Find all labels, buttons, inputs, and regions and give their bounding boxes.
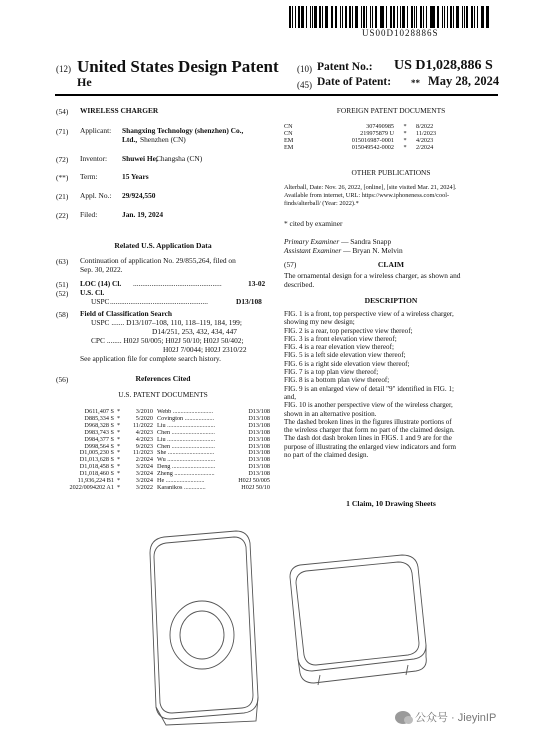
- uspc-dots: .....................................................: [110, 298, 208, 306]
- reference-cell: D13/108: [248, 443, 270, 450]
- field-search-label: Field of Classification Search: [80, 309, 173, 318]
- barcode-bar: [464, 6, 465, 28]
- barcode-bar: [322, 6, 323, 28]
- barcode-bar: [340, 6, 341, 28]
- patent-number: US D1,028,886 S: [394, 58, 493, 73]
- reference-cell: Deng ............................: [157, 464, 216, 471]
- reference-cell: D13/108: [248, 464, 270, 471]
- reference-cell: D13/108: [248, 409, 270, 415]
- inventor-location: Changsha (CN): [156, 154, 203, 163]
- barcode-bar: [442, 6, 443, 28]
- barcode-bar: [402, 6, 405, 28]
- uspc-value: D13/108: [236, 297, 262, 306]
- continuation-line1: Continuation of application No. 29/855,264, filed on: [80, 256, 236, 265]
- other-publications-heading: OTHER PUBLICATIONS: [351, 168, 431, 177]
- reference-cell: Webb ..........................: [157, 409, 214, 415]
- reference-row: [56, 430, 270, 437]
- inid-code-63: (63): [56, 257, 69, 266]
- patent-no-label: Patent No.:: [317, 61, 373, 73]
- reference-cell: H02J 50/10: [241, 484, 270, 491]
- reference-cell: D968,328 S: [84, 422, 114, 429]
- barcode-bar: [426, 6, 427, 28]
- reference-cell: *: [116, 415, 121, 422]
- filed-date: Jan. 19, 2024: [122, 210, 164, 219]
- reference-cell: 2/2024: [135, 457, 153, 464]
- reference-cell: 3/2010: [135, 409, 153, 415]
- reference-cell: Liu ...............................: [157, 422, 216, 429]
- foreign-doc-cell: 8/2022: [416, 123, 434, 130]
- reference-row: [56, 423, 270, 430]
- claim-line1: The ornamental design for a wireless charger, as shown and: [284, 271, 461, 280]
- primary-examiner-name: — Sandra Snapp: [339, 237, 392, 246]
- reference-cell: *: [116, 443, 121, 450]
- description-text: [284, 310, 456, 459]
- appl-no: 29/924,550: [122, 191, 156, 200]
- barcode-bar: [301, 6, 304, 28]
- description-line: The dash dot dash broken lines in FIGS. 1 and 9 are for the: [284, 434, 452, 443]
- reference-cell: 3/2024: [135, 464, 153, 471]
- reference-cell: 3/2024: [135, 471, 153, 478]
- barcode-bar: [407, 6, 408, 28]
- barcode-bar: [400, 6, 401, 28]
- foreign-doc-cell: *: [403, 143, 407, 151]
- barcode-bar: [372, 6, 373, 28]
- wechat-icon: [395, 711, 411, 724]
- barcode-bar: [319, 6, 321, 28]
- field-uspc-line2: D14/251, 253, 432, 434, 447: [152, 327, 237, 336]
- applicant-location: Shenzhen (CN): [140, 135, 186, 144]
- reference-cell: 2022/0094202 A1: [69, 484, 114, 491]
- barcode-bar: [298, 6, 300, 28]
- us-cl-label: U.S. Cl.: [80, 288, 105, 297]
- reference-cell: 3/2022: [135, 484, 153, 491]
- inid-code-10: (10): [297, 64, 312, 74]
- barcode-bar: [349, 6, 351, 28]
- barcode-bar: [363, 6, 365, 28]
- term-label: Term:: [80, 172, 98, 181]
- assistant-examiner: [284, 247, 403, 256]
- barcode-bar: [386, 6, 387, 28]
- barcode-bar: [411, 6, 413, 28]
- foreign-doc-cell: 015016987-0001: [351, 136, 394, 144]
- reference-row: [56, 437, 270, 444]
- field-cpc-line1: CPC ........ H02J 50/005; H02J 50/10; H02J 50/402;: [91, 336, 244, 345]
- charger-pad-side: [298, 645, 426, 683]
- barcode-bar: [471, 6, 473, 28]
- barcode-bar: [332, 6, 333, 28]
- date-of-patent-label: Date of Patent:: [317, 76, 392, 88]
- inid-code-term: (**): [56, 173, 69, 182]
- reference-row: [56, 444, 270, 451]
- loc-dots: ................................................: [133, 280, 222, 288]
- loc-label: LOC (14) Cl.: [80, 279, 122, 288]
- reference-cell: 11/2022: [132, 422, 153, 429]
- barcode-number: US00D1028886S: [362, 28, 439, 38]
- loc-value: 13-02: [248, 279, 266, 288]
- assistant-examiner-name: — Bryan N. Melvin: [341, 246, 403, 255]
- description-line: FIG. 2 is a rear, top perspective view thereof;: [284, 326, 413, 335]
- reference-cell: She ..............................: [157, 450, 215, 457]
- barcode-bar: [295, 6, 296, 28]
- description-line: FIG. 6 is a right side elevation view thereof;: [284, 359, 410, 368]
- charger-pad-inner: [296, 562, 419, 665]
- references-heading: References Cited: [135, 374, 191, 383]
- reference-cell: H02J 50/005: [238, 478, 270, 485]
- reference-cell: D611,407 S: [84, 409, 114, 415]
- reference-cell: Wu ...............................: [157, 457, 216, 464]
- primary-examiner-label: Primary Examiner: [284, 237, 340, 246]
- barcode-bar: [481, 6, 483, 28]
- other-pub-line1: Alterball, Date: Nov. 26, 2022, [online], [site visited Mar. 21, 2024].: [284, 184, 457, 191]
- reference-cell: D1,018,458 S: [79, 464, 114, 471]
- barcode-bar: [483, 6, 484, 28]
- other-pub-line3: finds/alterball/ (Year: 2022).*: [284, 199, 359, 207]
- barcode: [289, 6, 492, 28]
- barcode-bar: [474, 6, 475, 28]
- barcode-bar: [416, 6, 417, 28]
- inventor-surname: He: [77, 75, 92, 89]
- barcode-bar: [312, 6, 313, 28]
- reference-cell: D1,018,460 S: [79, 471, 114, 478]
- charger-panel-outline: [150, 531, 258, 719]
- barcode-bar: [331, 6, 332, 28]
- applicant-name-cont: Ltd.,: [122, 135, 138, 144]
- barcode-bar: [466, 6, 468, 28]
- reference-cell: Liu ...............................: [157, 436, 216, 443]
- reference-cell: 11/2023: [132, 450, 153, 457]
- reference-cell: *: [116, 409, 121, 415]
- barcode-bar: [397, 6, 398, 28]
- foreign-doc-cell: CN: [284, 129, 293, 137]
- barcode-bar: [375, 6, 377, 28]
- barcode-bar: [352, 6, 353, 28]
- description-line: FIG. 8 is a bottom plan view thereof;: [284, 376, 390, 385]
- description-line: FIG. 3 is a front elevation view thereof;: [284, 334, 397, 343]
- reference-cell: D984,377 S: [84, 436, 114, 443]
- barcode-bar: [437, 6, 439, 28]
- reference-cell: Chen ............................: [157, 429, 215, 436]
- reference-cell: D998,564 S: [84, 443, 114, 450]
- other-publication: [284, 184, 456, 207]
- charger-pad-feet: [318, 665, 408, 685]
- wechat-watermark: [395, 709, 496, 725]
- reference-cell: 5/2020: [135, 415, 153, 422]
- charging-pad-center: [180, 611, 224, 659]
- applicant-label: Applicant:: [80, 126, 112, 135]
- reference-cell: *: [116, 478, 121, 485]
- barcode-bar: [310, 6, 311, 28]
- description-line: FIG. 1 is a front, top perspective view of a wireless charger,: [284, 310, 454, 318]
- reference-cell: *: [116, 422, 121, 429]
- continuation-line2: Sep. 30, 2022.: [80, 265, 123, 274]
- foreign-doc-cell: 015049542-0002: [351, 143, 394, 151]
- barcode-bar: [355, 6, 358, 28]
- reference-cell: D13/108: [248, 436, 270, 443]
- inid-code-12: (12): [56, 64, 71, 74]
- foreign-doc-cell: EM: [284, 136, 294, 144]
- reference-cell: *: [116, 464, 121, 471]
- wireless-charger-drawing: [140, 525, 450, 730]
- foreign-docs-heading: FOREIGN PATENT DOCUMENTS: [336, 106, 446, 115]
- barcode-bar: [430, 6, 432, 28]
- term-value: 15 Years: [122, 172, 149, 181]
- barcode-bar: [450, 6, 452, 28]
- description-line: The dashed broken lines in the figures illustrate portions of: [284, 417, 452, 426]
- description-line: FIG. 10 is another perspective view of the wireless charger,: [284, 401, 453, 410]
- barcode-bar: [456, 6, 459, 28]
- reference-row: [56, 471, 270, 478]
- barcode-bar: [447, 6, 448, 28]
- reference-row: [56, 450, 270, 457]
- foreign-docs-table: [284, 124, 498, 152]
- references-table: [56, 409, 270, 492]
- barcode-bar: [432, 6, 435, 28]
- reference-cell: 9/2023: [135, 443, 153, 450]
- barcode-bar: [393, 6, 395, 28]
- description-line: shown in an alternative position.: [284, 409, 377, 418]
- reference-row: [56, 478, 270, 485]
- inid-code-22: (22): [56, 211, 69, 220]
- reference-cell: Karanikos ..............: [157, 484, 206, 491]
- reference-cell: Chen ............................: [157, 443, 215, 450]
- barcode-bar: [342, 6, 343, 28]
- barcode-bar: [477, 6, 478, 28]
- description-line: and,: [284, 392, 297, 401]
- foreign-doc-cell: *: [403, 123, 407, 130]
- reference-cell: Covington ...................: [157, 415, 215, 422]
- inid-code-57: (57): [284, 260, 297, 269]
- reference-cell: *: [116, 436, 121, 443]
- foreign-doc-cell: 4/2023: [416, 136, 434, 144]
- reference-cell: *: [116, 429, 121, 436]
- foreign-doc-cell: 2/2024: [416, 143, 434, 151]
- reference-cell: D1,005,230 S: [79, 450, 114, 457]
- foreign-doc-cell: 219975879 U: [360, 129, 394, 137]
- reference-cell: 4/2023: [135, 429, 153, 436]
- reference-cell: D983,743 S: [84, 429, 114, 436]
- field-uspc-line1: USPC ....... D13/107–108, 110, 118–119, 184, 199;: [91, 318, 242, 327]
- inid-code-45: (45): [297, 80, 312, 90]
- design-title: WIRELESS CHARGER: [80, 106, 159, 115]
- appl-no-label: Appl. No.:: [80, 191, 112, 200]
- assistant-examiner-label: Assistant Examiner: [284, 246, 342, 255]
- inventor-label: Inventor:: [80, 154, 108, 163]
- description-line: no part of the claimed design.: [284, 451, 369, 460]
- inid-code-54: (54): [56, 107, 69, 116]
- foreign-doc-cell: 307490985: [366, 123, 394, 130]
- description-line: showing my new design;: [284, 318, 355, 327]
- barcode-bar: [380, 6, 383, 28]
- barcode-bar: [390, 6, 392, 28]
- other-pub-line2: Available from internet, URL: https://www.iphoneness.com/cool-: [284, 191, 450, 199]
- description-line: purpose of illustrating the enlarged view indicators and form: [284, 442, 457, 451]
- reference-row: [56, 485, 270, 492]
- foreign-doc-cell: CN: [284, 123, 293, 130]
- reference-cell: D13/108: [248, 457, 270, 464]
- barcode-bar: [423, 6, 424, 28]
- reference-cell: 11,936,224 B1: [77, 478, 114, 485]
- description-line: FIG. 4 is a rear elevation view thereof;: [284, 343, 394, 352]
- barcode-bar: [314, 6, 316, 28]
- barcode-bar: [335, 6, 337, 28]
- barcode-bar: [366, 6, 367, 28]
- reference-row: [56, 464, 270, 471]
- barcode-bar: [289, 6, 291, 28]
- reference-cell: *: [116, 484, 121, 491]
- foreign-doc-cell: *: [403, 136, 407, 144]
- claim-heading: CLAIM: [377, 260, 405, 269]
- barcode-bar: [370, 6, 371, 28]
- foreign-doc-cell: EM: [284, 143, 294, 151]
- barcode-bar: [361, 6, 362, 28]
- reference-row: [56, 457, 270, 464]
- charger-base: [156, 697, 258, 725]
- reference-cell: 4/2023: [135, 436, 153, 443]
- reference-cell: D13/108: [248, 422, 270, 429]
- barcode-bar: [444, 6, 445, 28]
- inid-code-21: (21): [56, 192, 69, 201]
- reference-cell: *: [116, 471, 121, 478]
- reference-cell: D1,013,628 S: [79, 457, 114, 464]
- barcode-bar: [486, 6, 489, 28]
- description-line: FIG. 7 is a top plan view thereof;: [284, 368, 379, 377]
- barcode-bar: [306, 6, 307, 28]
- uspc-label: USPC: [91, 297, 110, 306]
- us-patent-docs-heading: U.S. PATENT DOCUMENTS: [118, 390, 208, 399]
- search-history-note: See application file for complete search history.: [80, 354, 221, 363]
- description-line: FIG. 5 is a left side elevation view thereof;: [284, 351, 406, 360]
- barcode-bar: [325, 6, 328, 28]
- reference-cell: *: [116, 450, 121, 457]
- applicant-name: Shangxing Technology (shenzhen) Co.,: [122, 126, 244, 135]
- reference-cell: D885,334 S: [84, 415, 114, 422]
- charger-panel-inner: [154, 537, 253, 713]
- claim-line2: described.: [284, 280, 315, 289]
- barcode-bar: [383, 6, 384, 28]
- watermark-text: 公众号 · JieyinIP: [415, 712, 497, 724]
- reference-cell: D13/108: [248, 471, 270, 478]
- barcode-bar: [414, 6, 415, 28]
- barcode-bar: [453, 6, 454, 28]
- barcode-bar: [462, 6, 463, 28]
- reference-cell: 3/2024: [135, 478, 153, 485]
- field-cpc-line2: H02J 7/0044; H02J 2310/22: [163, 345, 247, 354]
- reference-row: [56, 416, 270, 423]
- inid-code-72: (72): [56, 155, 69, 164]
- filed-label: Filed:: [80, 210, 98, 219]
- inid-code-71: (71): [56, 127, 69, 136]
- inid-code-52: (52): [56, 289, 69, 298]
- reference-cell: D13/108: [248, 415, 270, 422]
- patent-type-title: United States Design Patent: [77, 57, 279, 76]
- description-line: the wireless charger that form no part of the claimed design.: [284, 426, 455, 435]
- reference-row: [56, 409, 270, 416]
- date-of-patent: May 28, 2024: [428, 74, 500, 88]
- barcode-bar: [292, 6, 293, 28]
- inventor-name: Shuwei He,: [122, 154, 158, 163]
- barcode-bar: [345, 6, 347, 28]
- reference-cell: D13/108: [248, 429, 270, 436]
- barcode-bar: [420, 6, 422, 28]
- claims-sheets-count: 1 Claim, 10 Drawing Sheets: [346, 499, 436, 508]
- date-stars: **: [411, 78, 420, 88]
- related-heading: Related U.S. Application Data: [114, 241, 212, 250]
- cited-by-examiner: * cited by examiner: [284, 219, 343, 228]
- inid-code-51: (51): [56, 280, 69, 289]
- reference-cell: *: [116, 457, 121, 464]
- inid-code-56: (56): [56, 375, 69, 384]
- foreign-doc-row: [284, 145, 498, 152]
- foreign-doc-cell: 11/2023: [416, 129, 437, 137]
- description-line: FIG. 9 is an enlarged view of detail "9" identified in FIG. 1;: [284, 384, 454, 393]
- reference-cell: He .........................: [157, 478, 205, 485]
- reference-cell: Zheng ..........................: [157, 471, 215, 478]
- reference-cell: D13/108: [248, 450, 270, 457]
- description-heading: DESCRIPTION: [364, 296, 418, 305]
- foreign-doc-cell: *: [403, 129, 407, 137]
- inid-code-58: (58): [56, 310, 69, 319]
- header-rule: [55, 94, 498, 96]
- charger-pad-outline: [290, 555, 426, 671]
